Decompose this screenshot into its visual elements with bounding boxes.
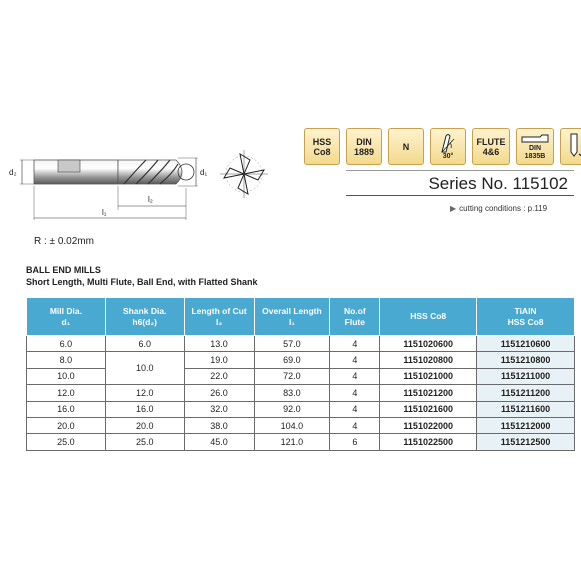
label-d2: d₂ [9,168,17,177]
flatted-shank-icon [520,133,550,145]
tool-drawing [8,148,288,228]
badge-din-1835b: DIN 1835B [516,128,554,165]
badge-hss-co8: HSS Co8 [304,128,340,165]
label-l1: l₁ [102,208,107,217]
product-title: BALL END MILLS [26,265,101,275]
header-shank-dia: Shank Dia. h6(d₂) [105,298,184,336]
label-d1: d₁ [200,168,208,177]
triangle-right-icon: ▶ [450,204,457,213]
badge-helix-angle: 30° [430,128,466,165]
table-row: 6.0 6.0 13.0 57.0 4 1151020600 1151210600 [27,336,575,352]
badge-n: N [388,128,424,165]
header-no-of-flute: No.of Flute [330,298,380,336]
spec-table [26,297,575,451]
header-length-of-cut: Length of Cut l₂ [184,298,254,336]
cutting-conditions-link[interactable]: ▶ cutting conditions : p.119 [450,204,548,213]
product-subtitle: Short Length, Multi Flute, Ball End, with Flatted Shank [26,277,258,287]
cutting-direction-icon [565,132,581,162]
label-l2: l₂ [148,195,153,204]
table-row: 16.0 16.0 32.0 92.0 4 1151021600 1151211600 [27,401,575,417]
table-row: 8.0 10.0 19.0 69.0 4 1151020800 1151210800 [27,352,575,368]
header-overall-length: Overall Length l₁ [254,298,330,336]
badge-row [304,128,581,165]
table-row: 25.0 25.0 45.0 121.0 6 1151022500 1151212500 [27,434,575,450]
header-tialn-hss-co8: TiAlN HSS Co8 [477,298,575,336]
series-number: Series No. 115102 [346,170,574,196]
table-header-row [27,298,575,336]
table-row: 10.0 22.0 72.0 4 1151021000 1151211000 [27,368,575,384]
badge-rotation [560,128,581,165]
badge-flute: FLUTE 4&6 [472,128,510,165]
end-view-cross-section [220,150,268,198]
table-row: 20.0 20.0 38.0 104.0 4 1151022000 1151212000 [27,417,575,433]
radius-tolerance: R : ± 0.02mm [34,236,94,247]
badge-din-1889: DIN 1889 [346,128,382,165]
header-hss-co8: HSS Co8 [380,298,477,336]
table-row: 12.0 12.0 26.0 83.0 4 1151021200 1151211200 [27,385,575,401]
helix-angle-icon [436,133,460,153]
header-mill-dia: Mill Dia. d₁ [27,298,106,336]
flat-shape [58,160,80,172]
